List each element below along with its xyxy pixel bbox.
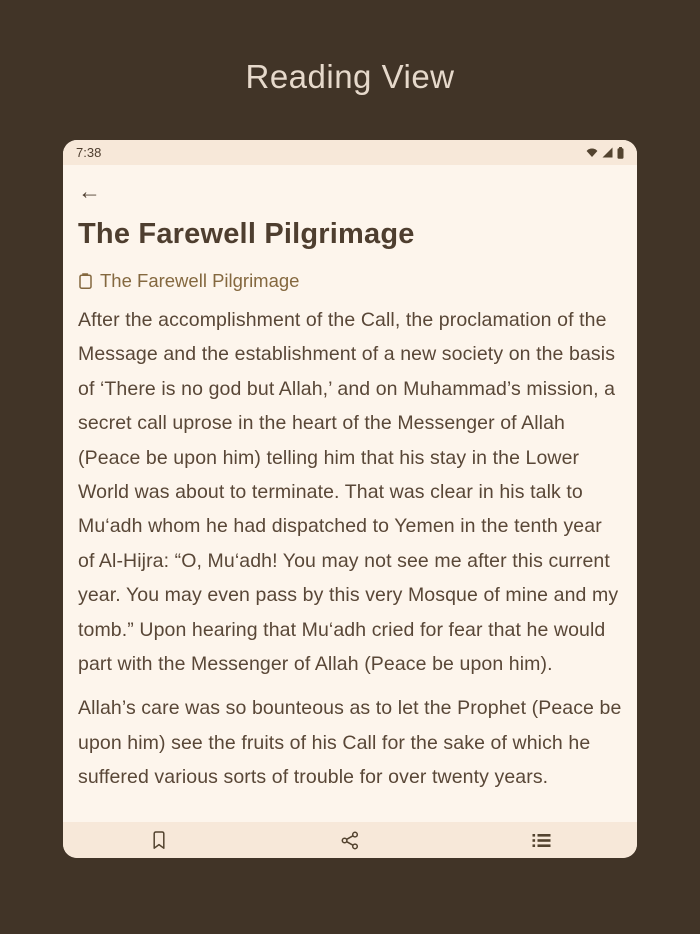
status-icons bbox=[586, 147, 624, 159]
status-bar bbox=[63, 140, 637, 165]
wifi-icon bbox=[586, 147, 598, 158]
chapter-row[interactable] bbox=[78, 270, 622, 292]
bookmark-button[interactable] bbox=[137, 824, 181, 856]
battery-icon bbox=[617, 147, 624, 159]
body-text bbox=[78, 303, 622, 795]
paragraph: Allah’s care was so bounteous as to let the Prophet (Peace be upon him) see the fruits of his Call for the sake of which he suffered various sorts of trouble for over twenty years. bbox=[78, 697, 622, 789]
share-button[interactable] bbox=[328, 824, 372, 856]
back-button[interactable]: ← bbox=[78, 176, 108, 206]
bookmark-icon bbox=[151, 831, 167, 850]
article-title: The Farewell Pilgrimage bbox=[78, 218, 415, 250]
cell-signal-icon bbox=[602, 147, 613, 158]
status-time: 7:38 bbox=[76, 145, 102, 160]
bottom-toolbar bbox=[63, 822, 637, 858]
list-icon bbox=[532, 833, 551, 848]
book-icon bbox=[78, 273, 93, 290]
share-icon bbox=[341, 831, 359, 850]
phone-frame bbox=[63, 140, 637, 858]
contents-list-button[interactable] bbox=[519, 824, 563, 856]
paragraph: After the accomplishment of the Call, the proclamation of the Message and the establishment of a new society on the basis of ‘There is no god but Allah,’ and on Muhammad’s mission, a secret call uprose in the heart of the Messenger of Allah (Peace be upon him) telling him that his stay in the Lower World was about to terminate. That was clear in his talk to Mu‘adh whom he had dispatched to Yemen in the tenth year of Al-Hijra: “O, Mu‘adh! You may not see me after this current year. You may even pass by this very Mosque of mine and my tomb.” Upon hearing that Mu‘adh cried for fear that he would part with the Messenger of Allah (Peace be upon him). bbox=[78, 309, 619, 676]
chapter-label: The Farewell Pilgrimage bbox=[100, 270, 300, 291]
page-title: Reading View bbox=[245, 58, 455, 95]
reading-content bbox=[63, 165, 637, 822]
